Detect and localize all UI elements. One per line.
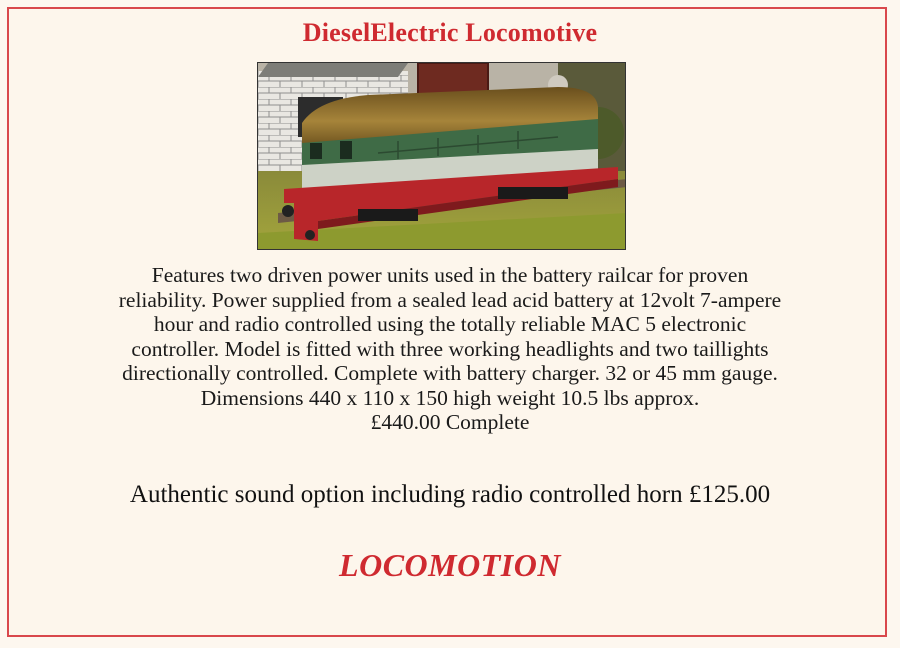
description-text: [50, 263, 850, 435]
description-line: Features two driven power units used in the battery railcar for proven: [151, 263, 749, 287]
description-line: reliability. Power supplied from a sealed lead acid battery at 12volt 7-ampere: [118, 287, 782, 312]
description-line: Dimensions 440 x 110 x 150 high weight 10.5 lbs approx.: [200, 385, 700, 410]
sound-option-text: Authentic sound option including radio controlled horn £125.00: [129, 481, 771, 508]
price-line: £440.00 Complete: [370, 410, 530, 434]
brand-name: LOCOMOTION: [339, 547, 561, 583]
description-line: directionally controlled. Complete with battery charger. 32 or 45 mm gauge.: [122, 361, 778, 385]
page-title: DieselElectric Locomotive: [302, 18, 598, 47]
locomotive-photo: [257, 62, 626, 250]
description-line: hour and radio controlled using the totally reliable MAC 5 electronic: [153, 312, 747, 336]
description-line: controller. Model is fitted with three working headlights and two taillights: [131, 336, 769, 361]
